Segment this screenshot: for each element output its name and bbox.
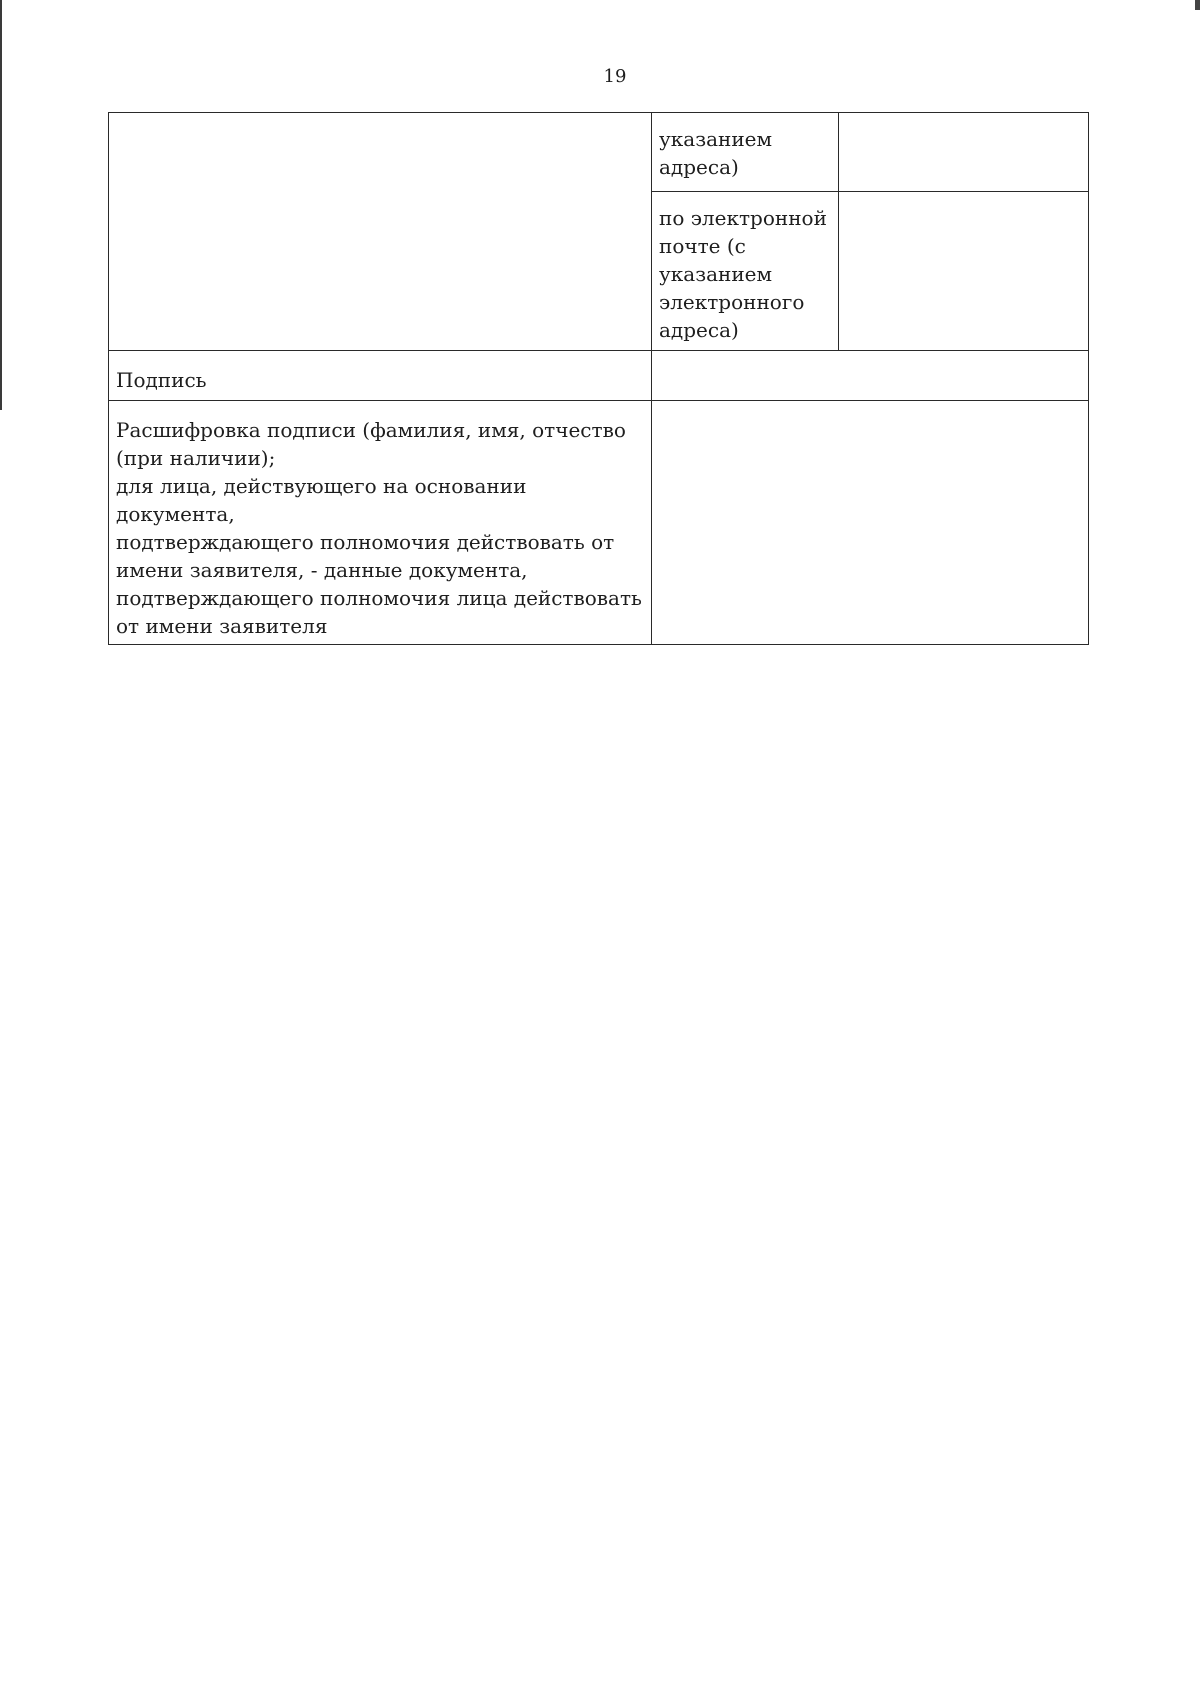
method-email-value (839, 192, 1088, 208)
signature-label-cell (109, 351, 652, 401)
table-row (109, 351, 1089, 401)
signature-decode-label: Расшифровка подписи (фамилия, имя, отчество (при наличии); для лица, действующего на основании документа, подтверждающего полномочия действовать от имени заявителя, - данные документа, подтверждающего полномочия лица действовать от имени заявителя (116, 418, 642, 638)
signature-decode-label-cell (109, 401, 652, 645)
method-postal-value (839, 113, 1088, 129)
application-form-table (108, 112, 1089, 645)
signature-decode-value-cell[interactable] (652, 401, 1089, 645)
page-number: 19 (603, 66, 627, 87)
table-row (109, 113, 1089, 192)
signature-decode-value (652, 401, 1088, 420)
signature-label: Подпись (116, 368, 207, 392)
response-method-label (109, 113, 651, 129)
signature-value (652, 351, 1088, 370)
response-method-label-cell (109, 113, 652, 351)
method-email-value-cell[interactable] (839, 192, 1089, 351)
table-row (109, 401, 1089, 645)
method-email-label: по электронной почте (с указанием электронного адреса) (659, 206, 827, 342)
scan-edge-artifact (0, 0, 2, 410)
signature-value-cell[interactable] (652, 351, 1089, 401)
method-postal-cell (652, 113, 839, 192)
method-postal-value-cell[interactable] (839, 113, 1089, 192)
method-postal-label: указанием адреса) (659, 127, 773, 179)
scan-corner-mark (1195, 0, 1200, 10)
method-email-cell (652, 192, 839, 351)
